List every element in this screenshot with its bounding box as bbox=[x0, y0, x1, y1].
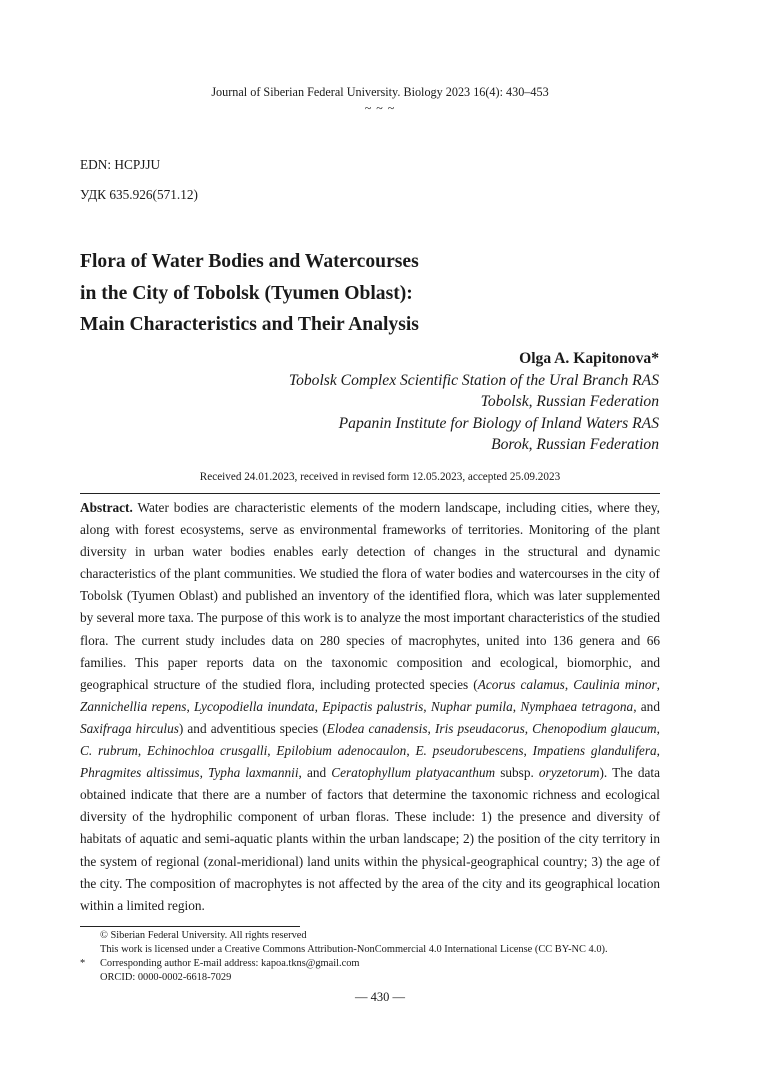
separator-text: , bbox=[406, 743, 416, 759]
abstract-text: ). The data obtained indicate that there are a number of factors that determine the taxonomic richness and ecological diversity of the hydrophilic component of urban floras. These include: 1) the presence and diversity of habitats of aquatic and semi-aquatic plants within the urban landscape; 2) the position of the city territory in the system of regional (zonal-meridional) land units within the physical-geographical country; 3) the age of the city. The composition of macrophytes is not affected by the area of the city and its geographical location within a limited region. bbox=[80, 765, 660, 913]
footnote-divider bbox=[80, 926, 300, 927]
abstract-divider bbox=[80, 493, 660, 494]
species-name: Nymphaea tetragona bbox=[520, 698, 634, 714]
separator-text: , bbox=[512, 698, 521, 714]
species-name: Nuphar pumila bbox=[430, 698, 513, 714]
species-name: Caulinia minor bbox=[573, 676, 657, 692]
header-separator: ~ ~ ~ bbox=[364, 101, 396, 115]
author-email[interactable]: Corresponding author E-mail address: kapoa.tkns@gmail.com bbox=[100, 958, 360, 969]
separator-text: , bbox=[656, 676, 660, 692]
species-name: Lycopodiella inundata bbox=[194, 698, 315, 714]
title-line: Main Characteristics and Their Analysis bbox=[80, 314, 419, 335]
species-name: C. rubrum bbox=[80, 743, 138, 759]
species-name: Phragmites altissimus bbox=[80, 765, 200, 781]
species-name: Impatiens glandulifera bbox=[532, 743, 657, 759]
received-dates: Received 24.01.2023, received in revised form 12.05.2023, accepted 25.09.2023 bbox=[199, 471, 561, 483]
udk-code: УДК 635.926(571.12) bbox=[80, 187, 198, 202]
separator-text: , bbox=[656, 743, 660, 759]
separator-text: , bbox=[314, 698, 323, 714]
species-name: Ceratophyllum platyacanthum bbox=[331, 765, 496, 781]
abstract-text: Water bodies are characteristic elements of the modern landscape, including cities, where they, along with forest ecosystems, serve as environmental frameworks of territories. Monitoring of the plant diversity in urban water bodies enables early detection of changes in the structural and dynamic characteristics of the plant communities. We studied the flora of water bodies and watercourses in the city of Tobolsk (Tyumen Oblast) and published an inventory of the identified flora, which was later supplemented by several more taxa. The purpose of this work is to analyze the most important characteristics of the studied flora. The current study includes data on 280 species of macrophytes, united into 136 genera and 66 families. This paper reports data on the taxonomic composition and ecological, biomorphic, and geographical structure of the studied flora, including protected species ( bbox=[80, 500, 660, 692]
separator-text: , bbox=[564, 676, 574, 692]
species-name: E. pseudorubescens bbox=[415, 743, 524, 759]
footnote-marker: * bbox=[80, 958, 86, 969]
species-name: Zannichellia repens bbox=[80, 698, 187, 714]
separator-text: , bbox=[524, 720, 533, 736]
separator-text: , bbox=[427, 720, 435, 736]
species-name: Typha laxmannii bbox=[208, 765, 299, 781]
paper-title bbox=[80, 246, 419, 341]
abstract-label: Abstract. bbox=[80, 500, 133, 515]
separator-text: , bbox=[186, 698, 195, 714]
title-line: Flora of Water Bodies and Watercourses bbox=[80, 251, 419, 272]
page-number: — 430 — bbox=[355, 990, 405, 1004]
species-name: Elodea canadensis bbox=[326, 720, 428, 736]
species-name: Saxifraga hirculus bbox=[80, 720, 179, 736]
affiliation-line: Tobolsk Complex Scientific Station of the Ural Branch RAS bbox=[288, 371, 659, 389]
separator-text: , and bbox=[633, 698, 660, 714]
license-link[interactable]: This work is licensed under a Creative Commons Attribution-NonCommercial 4.0 International License (CC BY-NC 4.0). bbox=[100, 944, 608, 955]
separator-text: , and bbox=[298, 765, 332, 781]
separator-text: , bbox=[656, 720, 660, 736]
separator-text: , bbox=[423, 698, 431, 714]
species-name: Iris pseudacorus bbox=[434, 720, 525, 736]
separator-text: , bbox=[137, 743, 148, 759]
affiliation-line: Papanin Institute for Biology of Inland Waters RAS bbox=[338, 414, 659, 432]
copyright-note: © Siberian Federal University. All rights reserved bbox=[100, 930, 307, 941]
affiliation-line: Tobolsk, Russian Federation bbox=[480, 393, 659, 410]
title-line: in the City of Tobolsk (Tyumen Oblast): bbox=[80, 282, 413, 304]
separator-text: , bbox=[523, 743, 533, 759]
species-name: Acorus calamus bbox=[477, 676, 565, 692]
species-name: Epipactis palustris bbox=[322, 698, 424, 714]
abstract-text: ) and adventitious species ( bbox=[178, 720, 327, 736]
journal-header: Journal of Siberian Federal University. Biology 2023 16(4): 430–453 bbox=[211, 85, 549, 99]
affiliation-line: Borok, Russian Federation bbox=[491, 436, 659, 453]
species-name: Echinochloa crusgalli bbox=[147, 743, 268, 759]
separator-text: subsp. bbox=[495, 765, 539, 781]
author-name: Olga A. Kapitonova* bbox=[519, 350, 659, 367]
abstract bbox=[80, 497, 660, 917]
author-block bbox=[289, 348, 659, 456]
separator-text: , bbox=[267, 743, 277, 759]
species-name: Epilobium adenocaulon bbox=[276, 743, 407, 759]
species-name: oryzetorum bbox=[538, 765, 600, 781]
species-name: Chenopodium glaucum bbox=[532, 720, 657, 736]
author-orcid[interactable]: ORCID: 0000-0002-6618-7029 bbox=[100, 972, 232, 983]
edn-code: EDN: HCPJJU bbox=[80, 157, 161, 172]
separator-text: , bbox=[199, 765, 208, 781]
